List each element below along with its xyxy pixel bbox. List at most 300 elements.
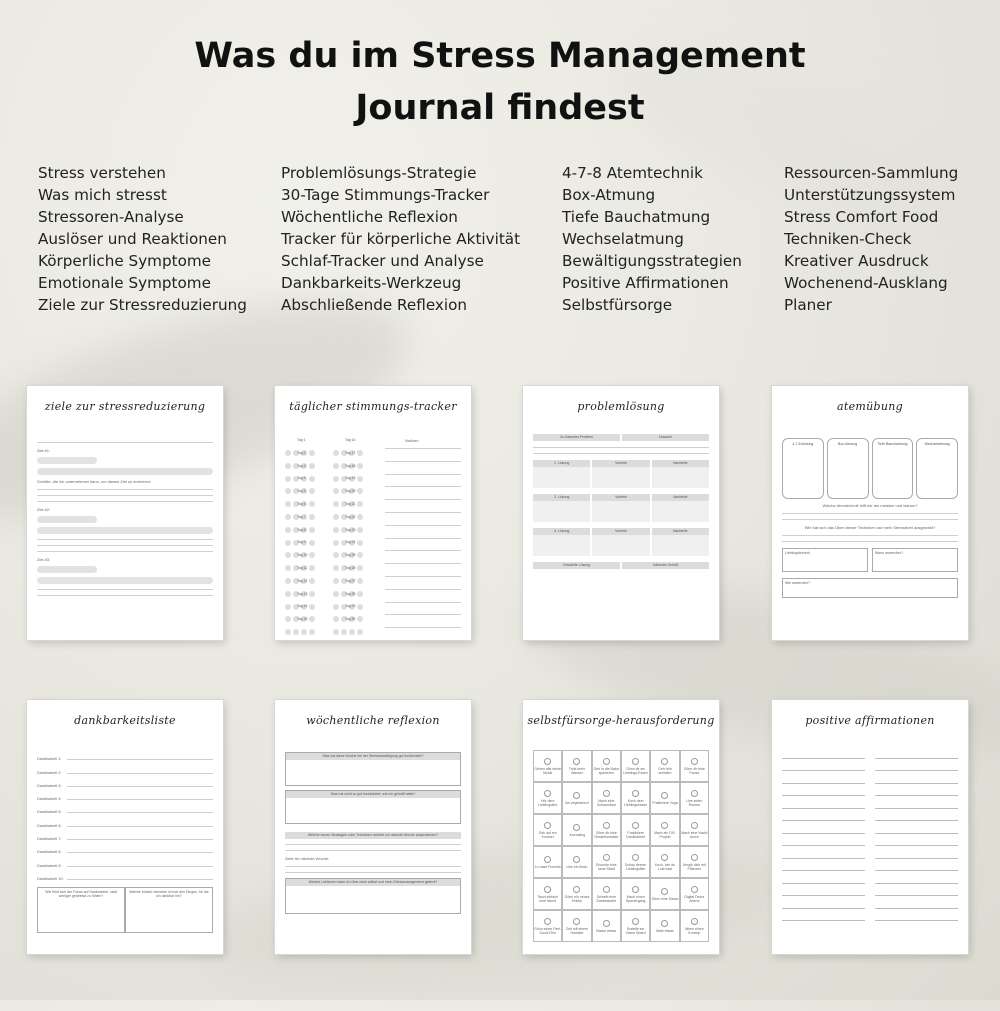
- affirmation-line-segment: [875, 833, 958, 834]
- problem-header-cell: Ursache: [622, 434, 709, 441]
- gratitude-line: [67, 852, 213, 853]
- self-care-label: Zeit mit einem Haustier: [566, 926, 588, 935]
- feature-item: Selbstfürsorge: [562, 296, 673, 314]
- feature-item: Körperliche Symptome: [38, 252, 212, 270]
- affirmation-line-segment: [782, 808, 865, 809]
- divider: [37, 595, 213, 596]
- page-intro-text: [533, 419, 709, 424]
- input-pill: [37, 566, 97, 573]
- mood-dots: [285, 622, 317, 640]
- mood-dot: [293, 629, 299, 635]
- feature-item: Wöchentliche Reflexion: [281, 208, 458, 226]
- self-care-label: Nimm einen Kurztrip: [684, 926, 704, 935]
- affirmation-line: [782, 865, 958, 878]
- self-care-cell: [621, 910, 650, 942]
- day-label: Tag 26: [345, 566, 356, 570]
- divider: [37, 539, 213, 540]
- page-title: [0, 30, 1000, 134]
- page-intro-text: [285, 419, 461, 424]
- solution-cell: [533, 460, 590, 488]
- day-label: Tag 12: [297, 578, 308, 583]
- solution-cell: [592, 528, 649, 556]
- notes-line: [385, 538, 461, 539]
- checkbox-circle: [603, 886, 610, 893]
- self-care-label: Koch, wie du Lust hast: [654, 862, 676, 871]
- page-preview-mood-tracker: [275, 386, 471, 640]
- affirmation-line: [782, 852, 958, 865]
- mood-dot: [341, 629, 347, 635]
- affirmation-line-segment: [782, 770, 865, 771]
- solution-cell-label: 3. Lösung: [533, 528, 590, 535]
- notes-line: [385, 563, 461, 564]
- affirmation-line-segment: [875, 770, 958, 771]
- divider: [285, 850, 461, 851]
- checkbox-circle: [544, 822, 551, 829]
- checkbox-circle: [661, 822, 668, 829]
- mood-dot: [285, 629, 291, 635]
- problem-footer-cell: Gewählte Lösung: [533, 562, 620, 569]
- affirmation-line-segment: [875, 858, 958, 859]
- divider: [37, 442, 213, 443]
- checkbox-circle: [632, 886, 639, 893]
- self-care-cell: [562, 846, 591, 878]
- checkbox-circle: [691, 886, 698, 893]
- gratitude-label: Dankbarkeit 5:: [37, 810, 62, 815]
- reflection-box: [285, 752, 461, 786]
- solution-row: [533, 494, 709, 522]
- checkbox-circle: [603, 920, 610, 927]
- day-label: Tag 15: [297, 617, 308, 622]
- self-care-label: Schau deinen Lieblingsfilm: [624, 862, 647, 871]
- reflection-question: Was hat diese Woche bei der Stressbewältigung gut funktioniert?: [286, 753, 460, 760]
- feature-item: Stressoren-Analyse: [38, 208, 184, 226]
- checkbox-circle: [573, 886, 580, 893]
- page-intro-text: [37, 733, 213, 738]
- day-label: Tag 9: [297, 540, 306, 545]
- input-pill: [37, 468, 213, 475]
- affirmation-line-segment: [875, 758, 958, 759]
- day-label: Tag 25: [345, 553, 356, 558]
- gratitude-line: [67, 773, 213, 774]
- feature-item: Wochenend-Ausklang: [784, 274, 948, 292]
- mood-dot: [301, 629, 307, 635]
- affirmation-line-segment: [875, 808, 958, 809]
- self-care-cell: [533, 878, 562, 910]
- feature-item: Kreativer Ausdruck: [784, 252, 929, 270]
- day-label: Tag 16: [345, 438, 356, 442]
- page-preview-problem-solving: [523, 386, 719, 640]
- checkbox-circle: [661, 758, 668, 765]
- mood-dot: [333, 629, 339, 635]
- day-label: Tag 24: [345, 540, 356, 545]
- affirmation-line-segment: [875, 820, 958, 821]
- self-care-label: Lo male Pizzeria: [534, 864, 561, 869]
- breathing-fields: [782, 548, 958, 572]
- gratitude-item: [37, 828, 213, 841]
- page-preview-gratitude: [27, 700, 223, 954]
- mood-dot: [309, 629, 315, 635]
- gratitude-line: [67, 799, 213, 800]
- feature-item: Schlaf-Tracker und Analyse: [281, 252, 484, 270]
- checkbox-circle: [573, 856, 580, 863]
- affirmation-line: [782, 877, 958, 890]
- page-preview-title: atemübung: [837, 400, 903, 413]
- notes-header: Notizen: [405, 438, 419, 443]
- input-pill: [37, 527, 213, 534]
- affirmation-line: [782, 902, 958, 915]
- self-care-cell: [650, 910, 679, 942]
- self-care-label: Gönn eine Siesta: [651, 896, 679, 901]
- self-care-cell: [680, 878, 709, 910]
- notes-line: [385, 614, 461, 615]
- divider: [37, 589, 213, 590]
- page-intro-text: [782, 733, 958, 738]
- mood-dots: [333, 622, 365, 640]
- page-preview-title: wöchentliche reflexion: [306, 714, 440, 727]
- feature-item: Wechselatmung: [562, 230, 684, 248]
- day-label: Tag 17: [345, 450, 356, 455]
- page-preview-weekly-reflection: [275, 700, 471, 954]
- how-to-use-box: Wie anwenden?: [782, 578, 958, 598]
- affirmation-line: [782, 815, 958, 828]
- self-care-grid: [533, 750, 709, 942]
- day-label: Tag 20: [345, 489, 356, 494]
- gratitude-item: [37, 841, 213, 854]
- solution-cell: [652, 528, 709, 556]
- divider: [285, 872, 461, 873]
- self-care-label: Schreib eine Dankeskarte: [596, 894, 617, 903]
- affirmation-lines: [772, 752, 968, 927]
- day-label: Tag 5: [297, 489, 306, 494]
- breathing-card-title: Wechselatmung: [924, 442, 950, 446]
- self-care-cell: [621, 846, 650, 878]
- affirmation-line: [782, 802, 958, 815]
- checkbox-circle: [632, 758, 639, 765]
- self-care-label: Gehen alle deine Musik: [534, 766, 561, 775]
- gratitude-line: [67, 759, 213, 760]
- affirmation-line-segment: [875, 845, 958, 846]
- gratitude-item: [37, 788, 213, 801]
- self-care-cell: [650, 814, 679, 846]
- day-label: Tag 8: [297, 527, 306, 532]
- notes-line: [385, 474, 461, 475]
- affirmation-line: [782, 915, 958, 928]
- affirmation-line-segment: [782, 795, 865, 796]
- affirmation-line-segment: [875, 908, 958, 909]
- affirmation-line-segment: [782, 870, 865, 871]
- gratitude-item: [37, 868, 213, 881]
- gratitude-line: [67, 879, 213, 880]
- feature-item: Dankbarkeits-Werkzeug: [281, 274, 462, 292]
- gratitude-item: [37, 801, 213, 814]
- affirmation-line-segment: [875, 870, 958, 871]
- breathing-card-title: 4-7-8 Atmung: [792, 442, 814, 446]
- notes-line: [385, 499, 461, 500]
- feature-list-2: [281, 162, 520, 316]
- favorite-technique-box: Lieblingstechnik: [782, 548, 868, 572]
- self-care-label: Koch dein Lieblingsessen: [624, 798, 648, 807]
- day-label: Tag 3: [297, 463, 306, 468]
- gratitude-item: [37, 814, 213, 827]
- gratitude-line: [67, 812, 213, 813]
- gratitude-label: Dankbarkeit 9:: [37, 863, 62, 868]
- day-label: Tag 19: [345, 476, 356, 481]
- page-preview-self-care-challenge: [523, 700, 719, 954]
- gratitude-box: Wie fühlt sich der Fokus auf Dankbarkeit, statt weniger gestresst zu fühlen?: [37, 887, 125, 933]
- breathing-card: [827, 438, 869, 499]
- self-care-cell: [680, 782, 709, 814]
- self-care-cell: [533, 750, 562, 782]
- feature-item: Tracker für körperliche Aktivität: [281, 230, 521, 248]
- self-care-cell: [650, 782, 679, 814]
- feature-item: Stress verstehen: [38, 164, 166, 182]
- affirmation-line-segment: [782, 895, 865, 896]
- reflection-question: Welche Lektionen habe ich über mich selbst und mein Stressmanagement gelernt?: [286, 879, 460, 886]
- self-care-label: Mach einen Spaziergang: [625, 894, 646, 903]
- self-care-label: Iss vegetarisch: [565, 800, 589, 805]
- affirmation-line-segment: [782, 858, 865, 859]
- self-care-cell: [680, 910, 709, 942]
- affirmation-line-segment: [875, 795, 958, 796]
- solution-rows: [523, 460, 719, 556]
- solution-cell: [652, 460, 709, 488]
- self-care-label: Geh auf ein Konzert: [538, 830, 557, 839]
- feature-item: Planer: [784, 296, 832, 314]
- problem-header: [533, 434, 709, 441]
- input-pill: [37, 516, 97, 523]
- feature-item: Ziele zur Stressreduzierung: [38, 296, 247, 314]
- day-label: Tag 7: [297, 514, 306, 519]
- feature-item: Techniken-Check: [784, 230, 912, 248]
- feature-item: Unterstützungssystem: [784, 186, 956, 204]
- checkbox-circle: [573, 918, 580, 925]
- gratitude-item: [37, 748, 213, 761]
- checkbox-circle: [661, 920, 668, 927]
- checkbox-circle: [691, 822, 698, 829]
- affirmation-line: [782, 827, 958, 840]
- checkbox-circle: [544, 856, 551, 863]
- self-care-label: Praktiziere Dankbarkeit: [626, 830, 645, 839]
- solution-cell-label: Nachteile: [652, 528, 709, 535]
- day-label: Tag 22: [345, 514, 356, 519]
- affirmation-line-segment: [782, 845, 865, 846]
- self-care-cell: [592, 910, 621, 942]
- checkbox-circle: [544, 790, 551, 797]
- checkbox-circle: [573, 758, 580, 765]
- notes-line: [385, 550, 461, 551]
- page-preview-breathing: [772, 386, 968, 640]
- self-care-cell: [592, 750, 621, 782]
- day-label: Tag 1: [297, 438, 306, 442]
- divider: [782, 535, 958, 536]
- gratitude-label: Dankbarkeit 4:: [37, 797, 62, 802]
- solution-cell-label: Vorteile: [592, 460, 649, 467]
- goal-label: Ziel #3:: [37, 557, 51, 562]
- affirmation-line: [782, 752, 958, 765]
- day-label: Tag 10: [297, 553, 308, 558]
- day-label: Tag 14: [297, 604, 308, 609]
- checkbox-circle: [661, 854, 668, 861]
- checkbox-circle: [603, 854, 610, 861]
- self-care-label: Lies einen Roman: [686, 798, 703, 807]
- feature-item: Positive Affirmationen: [562, 274, 729, 292]
- page-preview-title: täglicher stimmungs-tracker: [289, 400, 457, 413]
- feature-item: Tiefe Bauchatmung: [562, 208, 711, 226]
- breathing-cards: [782, 438, 958, 499]
- page-preview-title: dankbarkeitsliste: [74, 714, 176, 727]
- divider: [285, 866, 461, 867]
- affirmation-line-segment: [782, 883, 865, 884]
- day-label: Tag 23: [345, 527, 356, 532]
- self-care-cell: [533, 846, 562, 878]
- self-care-cell: [621, 750, 650, 782]
- feature-list-1: [38, 162, 247, 316]
- feature-list-4: [784, 162, 958, 316]
- self-care-label: Gönn dir eine Pause: [683, 766, 705, 775]
- self-care-cell: [562, 910, 591, 942]
- gratitude-label: Dankbarkeit 1:: [37, 757, 62, 762]
- solution-row: [533, 460, 709, 488]
- page-intro-text: [533, 733, 709, 738]
- self-care-cell: [592, 846, 621, 878]
- notes-line: [385, 486, 461, 487]
- self-care-label: Gönn dir eine Gesichtsmaske: [594, 830, 619, 839]
- day-label: Tag 13: [297, 591, 308, 596]
- gratitude-box: Welche Muster bemerke ich bei den Dingen, für die ich dankbar bin?: [125, 887, 213, 933]
- solution-cell: [592, 460, 649, 488]
- self-care-cell: [650, 878, 679, 910]
- day-label: Tag 29: [345, 604, 356, 609]
- breathing-card: [782, 438, 824, 499]
- self-care-label: Mach eine Nacht durch: [681, 830, 708, 839]
- affirmation-line-segment: [782, 920, 865, 921]
- breathing-question: Welche Atemtechnik hilft mir am meisten und warum?: [822, 503, 918, 508]
- solution-cell: [592, 494, 649, 522]
- self-care-cell: [680, 750, 709, 782]
- gratitude-label: Dankbarkeit 2:: [37, 770, 62, 775]
- checkbox-circle: [632, 854, 639, 861]
- checkbox-circle: [603, 822, 610, 829]
- page-intro-text: [37, 419, 213, 424]
- gratitude-item: [37, 775, 213, 788]
- affirmation-line-segment: [875, 783, 958, 784]
- self-care-label: Mach eine Schaumbad: [596, 798, 616, 807]
- notes-line: [385, 627, 461, 628]
- divider: [37, 501, 213, 502]
- notes-line: [385, 576, 461, 577]
- self-care-label: Gönn einen Feel-Good-Film: [534, 926, 562, 935]
- divider: [782, 519, 958, 520]
- solution-cell-label: Vorteile: [592, 494, 649, 501]
- affirmation-line-segment: [875, 895, 958, 896]
- self-care-cell: [533, 910, 562, 942]
- affirmation-line-segment: [875, 883, 958, 884]
- feature-item: Stress Comfort Food: [784, 208, 939, 226]
- solution-cell-label: Nachteile: [652, 460, 709, 467]
- self-care-cell: [562, 878, 591, 910]
- self-care-cell: [592, 814, 621, 846]
- divider: [782, 513, 958, 514]
- goal-label: Ziel #1:: [37, 448, 51, 453]
- gratitude-line: [67, 866, 213, 867]
- reflection-question: Ziele für nächste Woche:: [285, 856, 330, 861]
- self-care-cell: [562, 750, 591, 782]
- problem-header-cell: Zu lösendes Problem: [533, 434, 620, 441]
- goal-label: Ziel #2:: [37, 507, 51, 512]
- self-care-label: Hör dem Lieblingslied: [538, 798, 558, 807]
- checkbox-circle: [632, 822, 639, 829]
- solution-cell-label: 1. Lösung: [533, 460, 590, 467]
- gratitude-item: [37, 761, 213, 774]
- affirmation-line: [782, 765, 958, 778]
- breathing-card-title: Box-Atmung: [837, 442, 858, 446]
- gratitude-label: Dankbarkeit 3:: [37, 783, 62, 788]
- feature-item: Was mich stresst: [38, 186, 167, 204]
- notes-line: [385, 589, 461, 590]
- day-label: Tag 18: [345, 463, 356, 468]
- checkbox-circle: [632, 790, 639, 797]
- day-label: Tag 30: [345, 617, 356, 622]
- divider: [533, 453, 709, 454]
- affirmation-line-segment: [875, 920, 958, 921]
- affirmation-line-segment: [782, 783, 865, 784]
- breathing-card: [916, 438, 958, 499]
- divider: [285, 844, 461, 845]
- day-label: Tag 2: [297, 450, 306, 455]
- divider: [782, 541, 958, 542]
- solution-cell-label: Nachteile: [652, 494, 709, 501]
- affirmation-line-segment: [782, 908, 865, 909]
- input-pill: [37, 577, 213, 584]
- solution-cell: [533, 494, 590, 522]
- gratitude-label: Dankbarkeit 10:: [37, 876, 64, 881]
- self-care-label: Praktiziere Yoga: [652, 800, 678, 805]
- checkbox-circle: [691, 854, 698, 861]
- self-care-cell: [621, 878, 650, 910]
- reflection-question: Welche neuen Strategien oder Techniken möchte ich nächste Woche ausprobieren?: [285, 832, 461, 839]
- affirmation-line: [782, 777, 958, 790]
- checkbox-circle: [544, 886, 551, 893]
- page-intro-text: [285, 733, 461, 738]
- self-care-cell: [592, 878, 621, 910]
- gratitude-item: [37, 854, 213, 867]
- day-label: Tag 27: [345, 578, 356, 583]
- self-care-cell: [650, 846, 679, 878]
- page-preview-goals: [27, 386, 223, 640]
- feature-item: Problemlösungs-Strategie: [281, 164, 477, 182]
- day-label: Tag 21: [345, 502, 356, 506]
- self-care-cell: [533, 814, 562, 846]
- page-intro-text: [782, 419, 958, 424]
- self-care-label: Mach ein DIY-Projekt: [654, 830, 676, 839]
- when-to-use-box: Wann anwenden?: [872, 548, 958, 572]
- gratitude-label: Dankbarkeit 7:: [37, 837, 62, 842]
- gratitude-boxes: [37, 887, 213, 933]
- input-pill: [37, 457, 97, 464]
- divider: [37, 551, 213, 552]
- checkbox-circle: [603, 758, 610, 765]
- breathing-question: Wie hat sich das Üben dieser Techniken auf mein Stresslevel ausgewirkt?: [804, 525, 936, 530]
- feature-item: Bewältigungsstrategien: [562, 252, 742, 270]
- gratitude-line: [67, 786, 213, 787]
- affirmation-line-segment: [782, 758, 865, 759]
- divider: [533, 447, 709, 448]
- self-care-label: Journaling: [568, 832, 586, 837]
- self-care-label: Gönn dir ein Lieblings-Essen: [623, 766, 649, 775]
- mood-dot: [349, 629, 355, 635]
- checkbox-circle: [661, 792, 668, 799]
- feature-item: Ressourcen-Sammlung: [784, 164, 959, 182]
